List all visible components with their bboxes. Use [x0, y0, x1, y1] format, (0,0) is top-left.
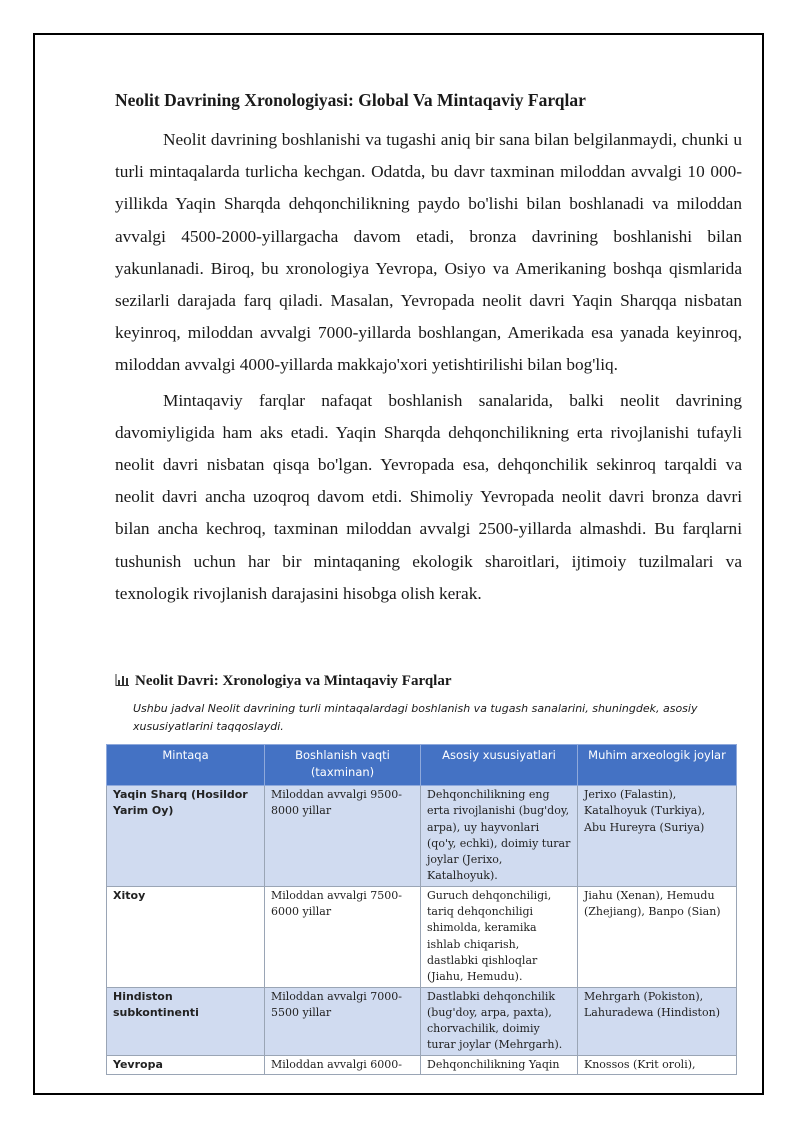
table-row	[107, 987, 737, 1055]
start-time-cell: Miloddan avvalgi 9500-8000 yillar	[265, 786, 421, 887]
table-container	[106, 744, 736, 1071]
table-row	[107, 1055, 737, 1074]
start-time-cell: Miloddan avvalgi 7000-5500 yillar	[265, 987, 421, 1055]
features-cell: Dastlabki dehqonchilik (bug'doy, arpa, paxta), chorvachilik, doimiy turar joylar (Mehrgarh).	[421, 987, 578, 1055]
paragraph-1: Neolit davrining boshlanishi va tugashi aniq bir sana bilan belgilanmaydi, chunki u turli mintaqalarda turlicha kechgan. Odatda, bu davr taxminan miloddan avvalgi 10 000-yillikda Yaqin Sharqda dehqonchilikning paydo bo'lishi bilan boshlanadi va miloddan avvalgi 4500-2000-yillargacha davom etadi, bronza davrining boshlanishi bilan yakunlanadi. Biroq, bu xronologiya Yevropa, Osiyo va Amerikaning boshqa qismlarida sezilarli darajada farq qiladi. Masalan, Yevropada neolit davri Yaqin Sharqqa nisbatan keyinroq, miloddan avvalgi 7000-yillarda boshlangan, Amerikada esa yanada keyinroq, miloddan avvalgi 4000-yillarda makkajo'xori yetishtirilishi bilan bog'liq.	[115, 130, 742, 375]
column-header: Boshlanish vaqti (taxminan)	[265, 745, 421, 786]
body-text	[115, 124, 742, 610]
region-cell: Hindiston subkontinenti	[107, 987, 265, 1055]
column-header: Mintaqa	[107, 745, 265, 786]
sites-cell: Jiahu (Xenan), Hemudu (Zhejiang), Banpo (Sian)	[578, 886, 737, 987]
column-header: Muhim arxeologik joylar	[578, 745, 737, 786]
features-cell: Dehqonchilikning eng erta rivojlanishi (bug'doy, arpa), uy hayvonlari (qo'y, echki), doimiy turar joylar (Jerixo, Katalhoyuk).	[421, 786, 578, 887]
bar-chart-icon	[115, 674, 129, 686]
table-caption: Ushbu jadval Neolit davrining turli mintaqalardagi boshlanish va tugash sanalarini, shuningdek, asosiy xususiyatlarini taqqoslaydi.	[133, 702, 698, 733]
sites-cell: Knossos (Krit oroli),	[578, 1055, 737, 1074]
features-cell: Dehqonchilikning Yaqin	[421, 1055, 578, 1074]
region-cell: Yaqin Sharq (Hosildor Yarim Oy)	[107, 786, 265, 887]
paragraph-2: Mintaqaviy farqlar nafaqat boshlanish sanalarida, balki neolit davrining davomiyligida ham aks etadi. Yaqin Sharqda dehqonchilikning erta rivojlanishi tufayli neolit davri nisbatan qisqa bo'lgan. Yevropada esa, dehqonchilik sekinroq tarqaldi va neolit davri ancha uzoqroq davom etdi. Shimoliy Yevropada neolit davri bronza davri bilan ancha kechroq, taxminan miloddan avvalgi 2500-yillarda almashdi. Bu farqlarni tushunish uchun har bir mintaqaning ekologik sharoitlari, ijtimoiy tuzilmalari va texnologik rivojlanish darajasini hisobga olish kerak.	[115, 390, 742, 603]
table-title-text: Neolit Davri: Xronologiya va Mintaqaviy Farqlar	[135, 673, 452, 689]
sites-cell: Jerixo (Falastin), Katalhoyuk (Turkiya), Abu Hureyra (Suriya)	[578, 786, 737, 887]
table-row	[107, 886, 737, 987]
neolithic-table	[106, 744, 737, 1075]
table-header-row	[107, 745, 737, 786]
region-cell: Yevropa	[107, 1055, 265, 1074]
table-title	[115, 671, 755, 691]
start-time-cell: Miloddan avvalgi 7500-6000 yillar	[265, 886, 421, 987]
features-cell: Guruch dehqonchiligi, tariq dehqonchiligi shimolda, keramika ishlab chiqarish, dastlabki qishloqlar (Jiahu, Hemudu).	[421, 886, 578, 987]
section-heading: Neolit Davrining Xronologiyasi: Global Va Mintaqaviy Farqlar	[115, 90, 586, 110]
region-cell: Xitoy	[107, 886, 265, 987]
start-time-cell: Miloddan avvalgi 6000-	[265, 1055, 421, 1074]
column-header: Asosiy xususiyatlari	[421, 745, 578, 786]
sites-cell: Mehrgarh (Pokiston), Lahuradewa (Hindiston)	[578, 987, 737, 1055]
table-row	[107, 786, 737, 887]
